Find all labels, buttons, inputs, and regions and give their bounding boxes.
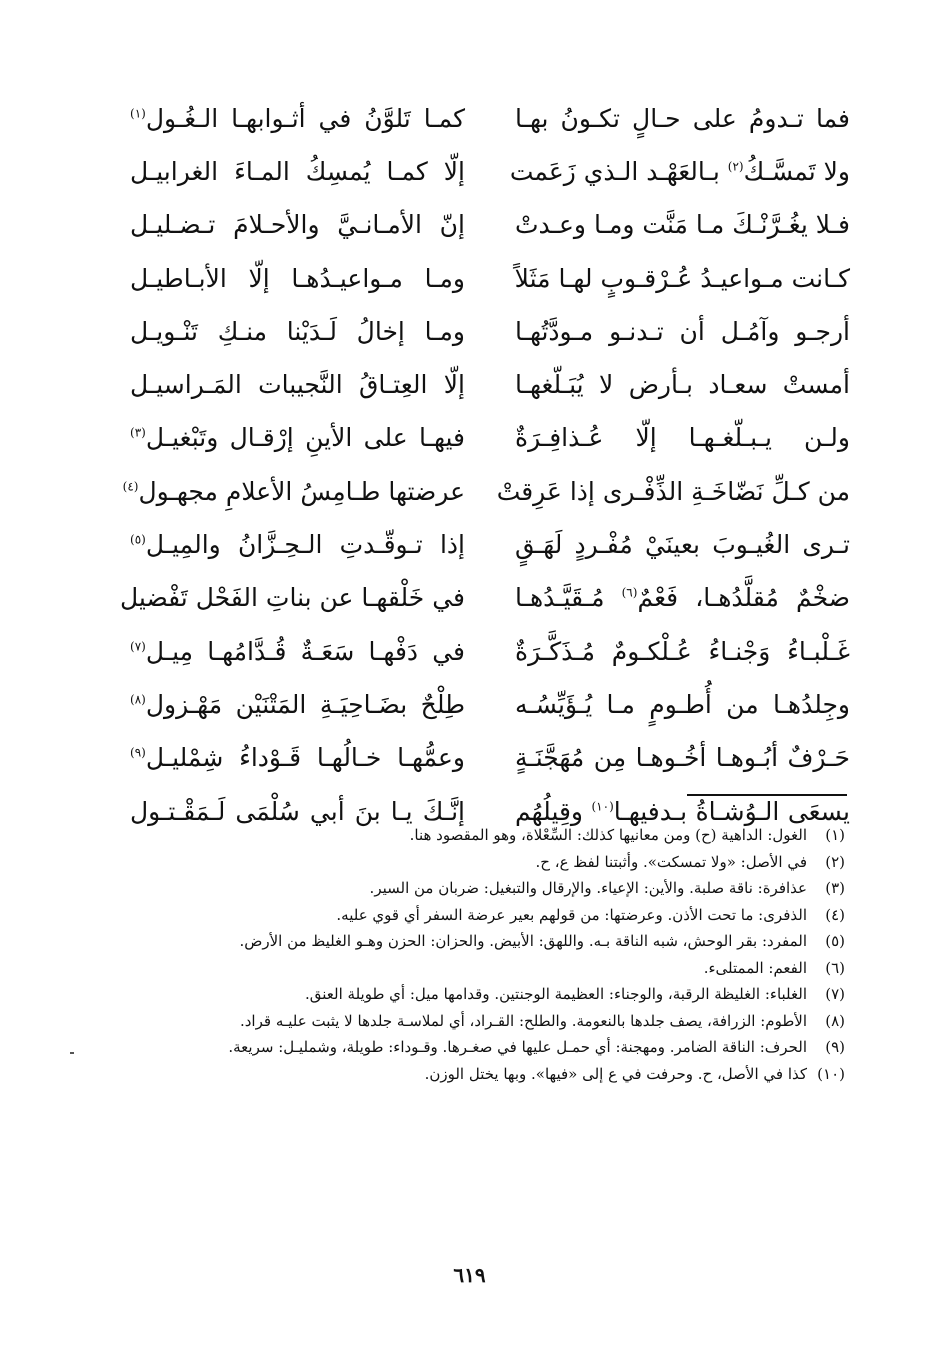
- hemistich-text: في دَفْهـا سَعَـةٌ قُـدَّامُهـا مِيـل: [145, 636, 465, 666]
- hemistich-text: وجِلدُهـا من أُطـومٍ مـا يُـؤَيِّسُـه: [515, 689, 850, 719]
- hemistich-second: [130, 104, 465, 134]
- verse: [130, 92, 850, 145]
- verse: [130, 145, 850, 198]
- hemistich-text: غَـلْبـاءُ وَجْنـاءُ عُـلْكـومٌ مُـذَكَّـرَةٌ: [515, 636, 850, 666]
- hemistich-text: كمـا تَلوَّنُ في أثـوابهـا الـغُـول: [145, 103, 465, 133]
- footnote-number: (١٠): [817, 1064, 845, 1083]
- footnote-reference: (١٠): [591, 799, 614, 814]
- hemistich-first: [515, 317, 850, 347]
- hemistich-text: يسعَى الـوُشـاةُ بـدفيهـا: [613, 796, 850, 826]
- hemistich-second: [130, 317, 465, 347]
- hemistich-text: إنَّـكَ يـا بنَ أبي سُلْمَى لَـمَقْـتـول: [130, 796, 465, 826]
- hemistich-text: ومـا إخالُ لَـدَيْنا منـكِ تَنْـويـل: [130, 316, 465, 346]
- verse: [130, 358, 850, 411]
- hemistich-second: [130, 690, 465, 720]
- footnote: [145, 1061, 845, 1088]
- footnote-reference: (٤): [122, 479, 139, 494]
- hemistich-text: فيهـا على الأينِ إرْقـال وتَبْغيـل: [145, 423, 465, 453]
- footnote-text: في الأصل: «ولا تمسكت». وأثبتنا لفظ ع، ح.: [535, 852, 807, 871]
- hemistich-second: [130, 530, 465, 560]
- hemistich-text: إنّ الأمـانـيَّ والأحـلامَ تـضـليـل: [130, 210, 465, 240]
- footnote-text: كذا في الأصل، ح. وحرفت في ع إلى «فيها». وبها يختل الوزن.: [424, 1064, 807, 1083]
- hemistich-text: إلّا العِتـاقُ النَّجيبات المَـراسيـل: [130, 370, 465, 400]
- footnote-text: الغلباء: الغليظة الرقبة، والوجناء: العظيمة الوجنتين. وقدامها ميل: أي طويلة العنق.: [305, 985, 807, 1003]
- footnote-number: (٥): [825, 932, 845, 950]
- hemistich-text-tail: بـالعَهْـد الـذي زَعَمت: [509, 156, 728, 186]
- verse: [130, 625, 850, 678]
- hemistich-first: [515, 104, 850, 134]
- hemistich-text: ومـا مـواعيـدُهـا إلّا الأبـاطيـل: [130, 263, 465, 293]
- verse: [130, 678, 850, 731]
- hemistich-text: فـلا يغُـرَّنْـكَ مـا مَنَّت ومـا وعـدتْ: [515, 210, 850, 240]
- footnote-number: (٧): [825, 985, 845, 1003]
- hemistich-text-tail: مُـقَيَّـدُهـا: [515, 583, 622, 613]
- verse: [130, 518, 850, 571]
- footnote: [145, 928, 845, 955]
- hemistich-text: فما تـدومُ على حـالٍ تكـونُ بهـا: [515, 103, 850, 133]
- hemistich-first: [515, 370, 850, 400]
- hemistich-first: [515, 423, 850, 453]
- footnote: [145, 955, 845, 982]
- footnote-number: (٨): [825, 1011, 845, 1030]
- footnote: [145, 981, 845, 1008]
- hemistich-text: طِلْحٌ بضَـاحِيَـةِ المَتْنَيْن مَهْـزول: [145, 689, 465, 719]
- page-number: ٦١٩: [453, 1263, 486, 1287]
- hemistich-text: أمستْ سعـاد بـأرض لا يُبَـلّغهـا: [515, 370, 850, 400]
- hemistich-text: ولا تَمسَّـكُ: [743, 156, 850, 186]
- footnote-number: (٩): [825, 1038, 845, 1056]
- hemistich-second: [130, 264, 465, 294]
- hemistich-second: [130, 210, 465, 240]
- footnote-reference: (١): [130, 106, 146, 121]
- hemistich-text: وعمُّهـا خـالُهـا قَـوْداءُ شِمْليـل: [145, 743, 465, 773]
- footnote-number: (٦): [825, 958, 845, 977]
- footnote: [145, 849, 845, 876]
- poem: [119, 92, 850, 838]
- hemistich-text: ولـن يـبـلّغـهـا إلّا عُـذافِـرَةٌ: [515, 423, 850, 453]
- margin-mark: [70, 1052, 74, 1054]
- hemistich-second: [130, 157, 465, 187]
- hemistich-first: [515, 210, 850, 240]
- hemistich-text: كـانت مـواعيـدُ عُـرْقـوبٍ لهـا مَثَلاً: [514, 263, 850, 293]
- verse: [130, 305, 850, 358]
- footnote-reference: (٥): [130, 532, 146, 547]
- hemistich-text: في خَلْقهـا عن بناتِ الفَحْل تَفْضيل: [119, 583, 465, 613]
- hemistich-text: تـرى الغُيـوبَ بعينَيْ مُفْـردٍ لَهَـقٍ: [515, 530, 850, 560]
- footnote-text: الفعم: الممتلىء.: [703, 958, 807, 977]
- footnote-text: عذافرة: ناقة صلبة. والأين: الإعياء. والإرقال والتبغيل: ضربان من السير.: [369, 879, 807, 897]
- hemistich-text: من كـلِّ نَضّاخَـةِ الذِّفْـرى إذا عَرِقتْ: [496, 476, 850, 506]
- footnote-reference: (٢): [727, 159, 744, 174]
- hemistich-second: [130, 743, 465, 773]
- verse: [130, 732, 850, 785]
- hemistich-second: [122, 476, 465, 507]
- hemistich-first: [515, 264, 850, 294]
- footnote-number: (١): [825, 826, 845, 844]
- verse: [122, 465, 850, 518]
- footnote-number: (٤): [825, 905, 845, 924]
- hemistich-first: [515, 743, 850, 773]
- footnote-reference: (٨): [130, 692, 146, 707]
- verse: [130, 252, 850, 305]
- hemistich-text: أرجـو وآمُـل أن تـدنـو مـودَّتُهـا: [515, 316, 850, 346]
- footnote-separator: [687, 794, 847, 796]
- footnote: [145, 875, 845, 902]
- footnote-reference: (٣): [130, 426, 146, 441]
- footnote-text: الذفرى: ما تحت الأذن. وعرضتها: من قولهم بعير عرضة السفر أي قوي عليه.: [336, 905, 807, 924]
- footnote: [145, 902, 845, 929]
- footnotes: [145, 822, 845, 1087]
- footnote: [145, 1034, 845, 1061]
- footnote: [145, 822, 845, 849]
- hemistich-text: عرضتها طـامِسُ الأعلامِ مجهـول: [138, 476, 465, 506]
- footnote-number: (٢): [825, 852, 845, 871]
- hemistich-first: [515, 690, 850, 720]
- verse: [130, 199, 850, 252]
- footnote-number: (٣): [825, 879, 845, 897]
- hemistich-first: [496, 476, 850, 507]
- footnote-reference: (٦): [621, 585, 638, 600]
- hemistich-second: [130, 423, 465, 453]
- hemistich-text-tail: وقِيلُهُم: [515, 796, 592, 826]
- hemistich-first: [515, 530, 850, 560]
- footnote-reference: (٧): [130, 639, 146, 654]
- footnote-text: المفرد: بقر الوحش، شبه الناقة بـه. واللهق: الأبيض. والحزان: الحزن وهـو الغليظ من الأرض.: [239, 932, 807, 950]
- footnote: [145, 1008, 845, 1035]
- hemistich-first: [515, 583, 850, 613]
- footnote-text: الأطوم: الزرافة، يصف جلدها بالنعومة. والطلح: القـراد، أي لملاسـة جلدها لا يثبت عليـه قراد.: [239, 1011, 807, 1030]
- hemistich-text: إذا تـوقّـدتِ الـحِـزَّانُ والمِيـل: [145, 530, 465, 560]
- hemistich-second: [119, 583, 465, 613]
- footnote-text: الغول: الداهية (ح) ومن معانيها كذلك: السِّعْلاة، وهو المقصود هنا.: [409, 826, 807, 844]
- hemistich-text: إلّا كمـا يُمسِكُ المـاءَ الغرابيـل: [130, 156, 465, 186]
- hemistich-second: [130, 637, 465, 667]
- hemistich-text: حَـرْفٌ أبُـوهـا أخُـوهـا مِن مُهَجَّنَـةٍ: [515, 743, 850, 773]
- hemistich-second: [130, 370, 465, 400]
- footnote-text: الحرف: الناقة الضامر. ومهجنة: أي حمـل عليها في صغـرها. وقـوداء: طويلة، وشمليـل: سريعة.: [228, 1038, 807, 1056]
- hemistich-first: [515, 637, 850, 667]
- footnote-reference: (٩): [130, 745, 146, 760]
- hemistich-text: ضخْمٌ مُقلَّدُهـا، فَعْمٌ: [637, 583, 850, 613]
- hemistich-first: [509, 156, 850, 187]
- verse: [130, 412, 850, 465]
- verse: [119, 572, 850, 625]
